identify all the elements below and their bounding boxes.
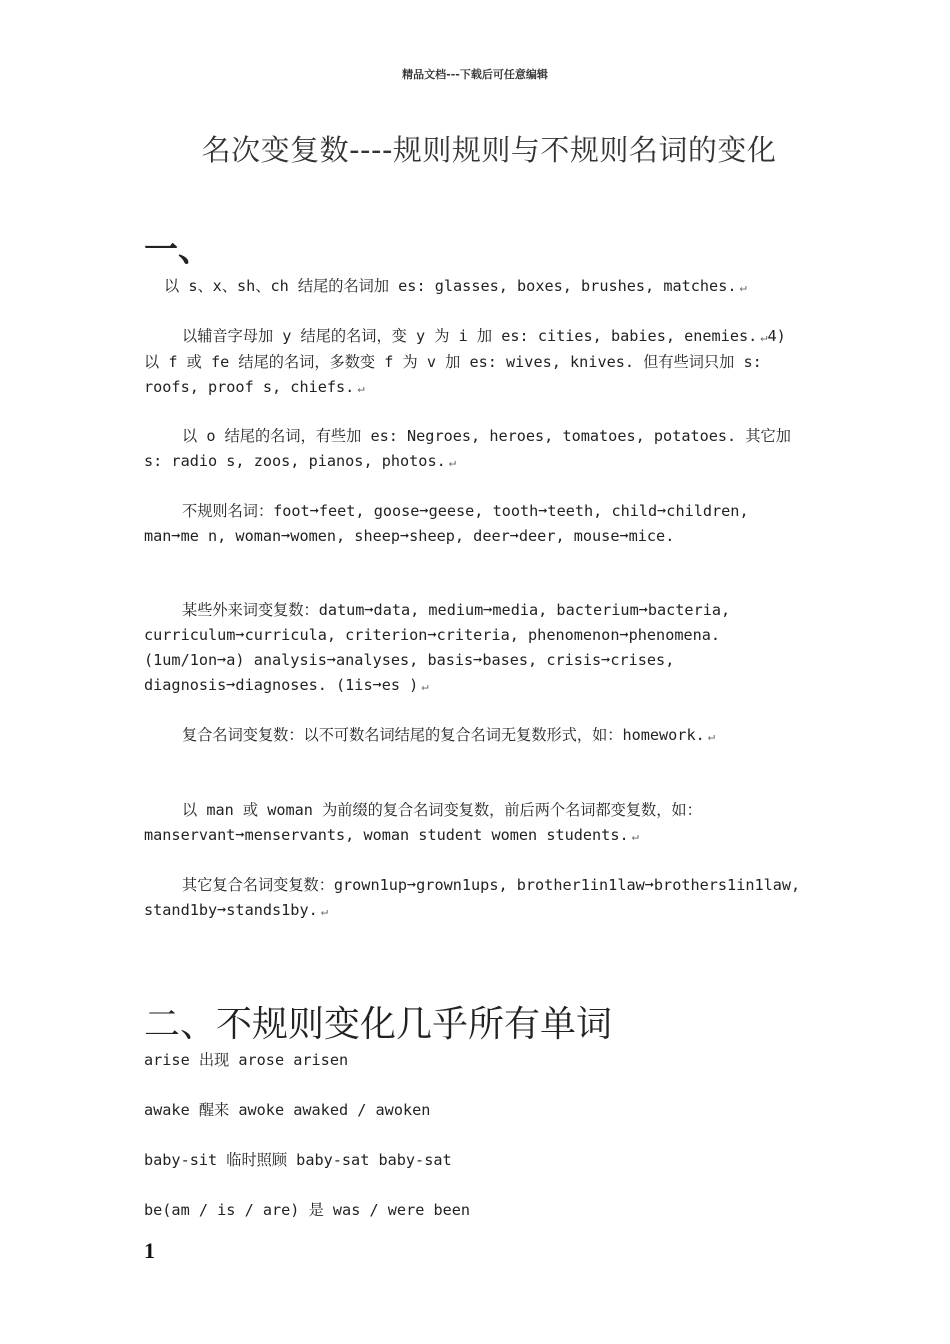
section-2-heading: 二、不规则变化几乎所有单词: [144, 1004, 613, 1045]
verb-entry: arise 出现 arose arisen: [144, 1051, 349, 1069]
document-title: 名次变复数----规则规则与不规则名词的变化: [201, 133, 777, 167]
verb-entry: awake 醒来 awoke awaked / awoken: [144, 1101, 431, 1119]
paragraph-irregular-nouns: [144, 499, 804, 549]
paragraph-text: 某些外来词变复数：datum➞data, medium➞media, bacterium➞bacteria, curriculum➞curricula, criterion➞criteria, phenomenon➞phenomena. (1um/1on➞a) analysis➞analyses, basis➞bases, crisis➞crises, diagnosis➞diagnoses. (1is➞es ): [144, 601, 731, 694]
paragraph-text: 其它复合名词变复数：grown1up➞grown1ups, brother1in1law➞brothers1in1law, stand1by➞stands1by.: [144, 876, 801, 919]
paragraph-text: 4) 以 f 或 fe 结尾的名词，多数变 f 为 v 加 es: wives, knives. 但有些词只加 s: roofs, proof s, chiefs.: [144, 327, 786, 396]
paragraph-es-rule: [144, 274, 804, 300]
return-mark-icon: ↵: [421, 679, 429, 693]
page-number: 1: [144, 1238, 155, 1263]
return-mark-icon: ↵: [760, 330, 768, 344]
paragraph-text: 复合名词变复数：以不可数名词结尾的复合名词无复数形式，如：homework.: [182, 726, 705, 744]
paragraph-text: 以 o 结尾的名词，有些加 es: Negroes, heroes, tomatoes, potatoes. 其它加 s: radio s, zoos, pianos, photos.: [144, 427, 791, 470]
return-mark-icon: ↵: [448, 455, 456, 469]
paragraph-compound-uncountable: [144, 723, 804, 749]
paragraph-text: 不规则名词：foot➞feet, goose➞geese, tooth➞teeth, child➞children, man➞me n, woman➞women, sheep➞sheep, deer➞deer, mouse➞mice.: [144, 502, 749, 545]
paragraph-text: 以 s、x、sh、ch 结尾的名词加 es: glasses, boxes, brushes, matches.: [164, 277, 737, 295]
return-mark-icon: ↵: [631, 829, 639, 843]
paragraph-o-rule: [144, 424, 804, 475]
return-mark-icon: ↵: [707, 729, 715, 743]
return-mark-icon: ↵: [739, 280, 747, 294]
verb-entry: be(am / is / are) 是 was / were been: [144, 1201, 471, 1219]
verb-entry: baby-sit 临时照顾 baby-sat baby-sat: [144, 1151, 452, 1169]
return-mark-icon: ↵: [357, 381, 365, 395]
paragraph-compound-man-woman: [144, 798, 804, 849]
return-mark-icon: ↵: [320, 904, 328, 918]
paragraph-foreign-words: [144, 598, 804, 699]
paragraph-y-f-rule: [144, 324, 804, 401]
page-header: 精品文档---下载后可任意编辑: [402, 68, 548, 81]
section-1-heading: 一、: [144, 230, 212, 270]
paragraph-other-compounds: [144, 873, 804, 924]
paragraph-text: 以辅音字母加 y 结尾的名词，变 y 为 i 加 es: cities, babies, enemies.: [182, 327, 758, 345]
paragraph-text: 以 man 或 woman 为前缀的复合名词变复数，前后两个名词都变复数，如：manservant➞menservants, woman student women students.: [144, 801, 702, 844]
